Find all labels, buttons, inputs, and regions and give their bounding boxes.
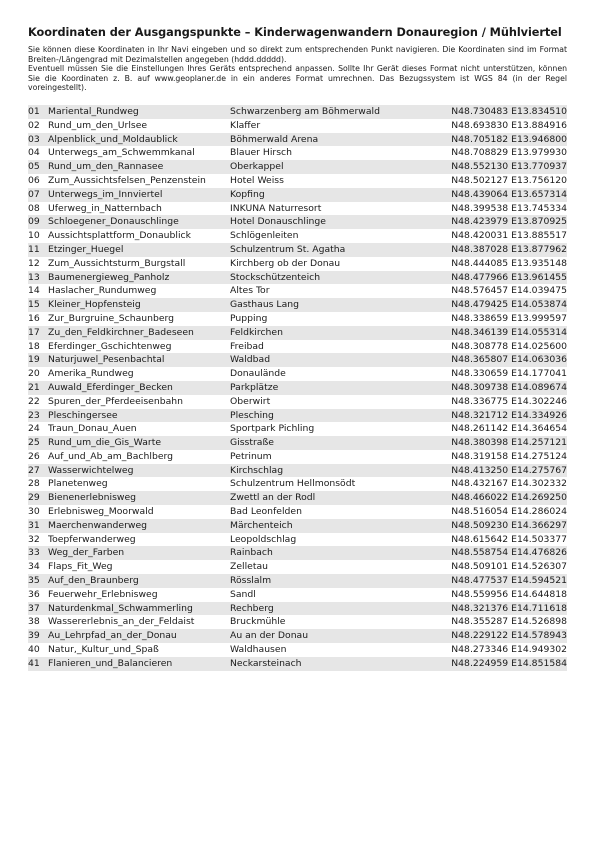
route-number-cell: 29 [28, 491, 48, 505]
route-name-cell: Rund_um_den_Rannasee [48, 160, 230, 174]
route-name-cell: Zur_Burgruine_Schaunberg [48, 312, 175, 324]
start-point-cell: Petrinum [230, 450, 272, 462]
start-point-cell: Gasthaus Lang [230, 298, 442, 312]
page-title: Koordinaten der Ausgangspunkte – Kinderwagenwandern Donauregion / Mühlviertel [28, 26, 562, 39]
coordinates-cell: N48.387028 E13.877962 [442, 243, 567, 257]
table-row [28, 409, 567, 423]
route-number-cell: 35 [28, 574, 48, 588]
route-name-cell: Zum_Aussichtsturm_Burgstall [48, 257, 186, 269]
table-row [28, 257, 567, 271]
start-point-cell: Rechberg [230, 602, 442, 616]
start-point-cell: Schlögenleiten [230, 230, 299, 242]
route-name-cell: Rund_um_die_Gis_Warte [48, 436, 230, 450]
route-name-cell: Feuerwehr_Erlebnisweg [48, 588, 158, 600]
start-point-cell: Waldhausen [230, 644, 287, 656]
coordinates-cell: N48.509230 E14.366297 [442, 519, 567, 533]
coordinates-cell: N48.308778 E14.025600 [451, 340, 567, 352]
route-name-cell: Etzinger_Huegel [48, 243, 230, 257]
route-name-cell: Mariental_Rundweg [48, 105, 230, 119]
route-number-cell: 32 [28, 533, 40, 545]
start-point-cell: Zwettl an der Rodl [230, 491, 442, 505]
route-name-cell: Flanieren_und_Balancieren [48, 657, 230, 671]
table-row [28, 450, 567, 464]
table-row [28, 615, 567, 629]
coordinates-cell: N48.479425 E14.053874 [442, 298, 567, 312]
route-name-cell: Baumenergieweg_Panholz [48, 271, 230, 285]
intro-paragraph-2: Eventuell müssen Sie die Einstellungen Ihres Geräts entsprechend anpassen. Sollte Ihr Gerät dieses Format nicht unterstützen, können Sie die Koordinaten z. B. auf www.geoplaner.de in ein anderes Format umrechnen. Das Bezugssystem ist WGS 84 (in der Regel voreingestellt). [28, 64, 567, 93]
route-name-cell: Au_Lehrpfad_an_der_Donau [48, 629, 230, 643]
intro-text [28, 45, 567, 93]
coordinates-cell: N48.413250 E14.275767 [442, 464, 567, 478]
route-name-cell: Uferweg_in_Natternbach [48, 202, 162, 214]
table-row [28, 477, 567, 491]
start-point-cell: Kopfing [230, 188, 442, 202]
start-point-cell: Bad Leonfelden [230, 506, 302, 518]
table-row [28, 326, 567, 340]
start-point-cell: Parkplätze [230, 381, 442, 395]
start-point-cell: Oberwirt [230, 395, 271, 407]
table-row [28, 215, 567, 229]
route-number-cell: 27 [28, 464, 48, 478]
coordinates-cell: N48.309738 E14.089674 [442, 381, 567, 395]
table-row [28, 133, 567, 147]
start-point-cell: Waldbad [230, 353, 442, 367]
route-name-cell: Zu_den_Feldkirchner_Badeseen [48, 326, 230, 340]
route-number-cell: 26 [28, 450, 40, 462]
route-name-cell: Natur,_Kultur_und_Spaß [48, 644, 159, 656]
coordinates-cell: N48.576457 E14.039475 [451, 285, 567, 297]
route-number-cell: 22 [28, 395, 40, 407]
route-number-cell: 11 [28, 243, 48, 257]
route-number-cell: 21 [28, 381, 48, 395]
start-point-cell: Klaffer [230, 119, 261, 131]
table-row [28, 395, 567, 409]
table-row [28, 312, 567, 326]
table-row [28, 160, 567, 174]
start-point-cell: Donaulände [230, 368, 286, 380]
route-number-cell: 09 [28, 215, 48, 229]
start-point-cell: Böhmerwald Arena [230, 133, 442, 147]
table-row [28, 643, 567, 657]
route-number-cell: 05 [28, 160, 48, 174]
start-point-cell: Sandl [230, 588, 256, 600]
coordinates-cell: N48.338659 E13.999597 [451, 312, 567, 324]
table-row [28, 657, 567, 671]
route-number-cell: 23 [28, 409, 48, 423]
start-point-cell: Blauer Hirsch [230, 147, 292, 159]
table-row [28, 105, 567, 119]
table-row [28, 353, 567, 367]
start-point-cell: Bruckmühle [230, 616, 286, 628]
table-row [28, 243, 567, 257]
route-name-cell: Auf_den_Braunberg [48, 574, 230, 588]
coordinates-cell: N48.321712 E14.334926 [442, 409, 567, 423]
route-number-cell: 13 [28, 271, 48, 285]
route-name-cell: Weg_der_Farben [48, 546, 230, 560]
route-name-cell: Pleschingersee [48, 409, 230, 423]
table-row [28, 464, 567, 478]
intro-paragraph-1: Sie können diese Koordinaten in Ihr Navi eingeben und so direkt zum entsprechenden Punkt navigieren. Die Koordinaten sind im Format Breiten-/Längengrad mit Dezimalstellen angegeben (hddd.ddddd). [28, 45, 567, 64]
table-row [28, 436, 567, 450]
route-number-cell: 19 [28, 353, 48, 367]
route-number-cell: 37 [28, 602, 48, 616]
table-row [28, 574, 567, 588]
start-point-cell: Schulzentrum Hellmonsödt [230, 478, 356, 490]
table-row [28, 340, 567, 354]
coordinates-cell: N48.466022 E14.269250 [442, 491, 567, 505]
table-row [28, 422, 567, 436]
coordinates-cell: N48.380398 E14.257121 [442, 436, 567, 450]
start-point-cell: Zelletau [230, 561, 269, 573]
route-number-cell: 41 [28, 657, 48, 671]
route-name-cell: Auwald_Eferdinger_Becken [48, 381, 230, 395]
route-number-cell: 10 [28, 230, 40, 242]
route-number-cell: 30 [28, 506, 40, 518]
route-name-cell: Traun_Donau_Auen [48, 423, 137, 435]
start-point-cell: Schwarzenberg am Böhmerwald [230, 105, 442, 119]
start-point-cell: Stockschützenteich [230, 271, 442, 285]
route-name-cell: Naturdenkmal_Schwammerling [48, 602, 230, 616]
coordinates-cell: N48.439064 E13.657314 [442, 188, 567, 202]
coordinates-cell: N48.321376 E14.711618 [442, 602, 567, 616]
coordinates-cell: N48.730483 E13.834510 [442, 105, 567, 119]
start-point-cell: Feldkirchen [230, 326, 442, 340]
route-name-cell: Amerika_Rundweg [48, 368, 134, 380]
route-number-cell: 25 [28, 436, 48, 450]
route-name-cell: Alpenblick_und_Moldaublick [48, 133, 230, 147]
route-number-cell: 36 [28, 588, 40, 600]
start-point-cell: Pupping [230, 312, 268, 324]
route-name-cell: Zum_Aussichtsfelsen_Penzenstein [48, 174, 206, 186]
start-point-cell: Rainbach [230, 546, 442, 560]
route-number-cell: 02 [28, 119, 40, 131]
table-row [28, 367, 567, 381]
table-row [28, 560, 567, 574]
coordinates-cell: N48.261142 E14.364654 [451, 423, 567, 435]
coordinates-cell: N48.355287 E14.526898 [451, 616, 567, 628]
coordinates-cell: N48.273346 E14.949302 [451, 644, 567, 656]
route-name-cell: Schloegener_Donauschlinge [48, 215, 230, 229]
start-point-cell: Rösslalm [230, 574, 442, 588]
table-row [28, 271, 567, 285]
coordinates-cell: N48.516054 E14.286024 [451, 506, 567, 518]
coordinates-cell: N48.420031 E13.885517 [451, 230, 567, 242]
coordinates-cell: N48.559956 E14.644818 [451, 588, 567, 600]
coordinates-cell: N48.229122 E14.578943 [442, 629, 567, 643]
table-row [28, 119, 567, 133]
coordinates-cell: N48.615642 E14.503377 [451, 533, 567, 545]
route-number-cell: 18 [28, 340, 40, 352]
start-point-cell: Hotel Weiss [230, 174, 284, 186]
coordinates-cell: N48.509101 E14.526307 [451, 561, 567, 573]
route-name-cell: Rund_um_den_Urlsee [48, 119, 148, 131]
start-point-cell: Märchenteich [230, 519, 442, 533]
table-row [28, 381, 567, 395]
route-number-cell: 39 [28, 629, 48, 643]
table-row [28, 519, 567, 533]
route-number-cell: 04 [28, 147, 40, 159]
coordinates-cell: N48.708829 E13.979930 [451, 147, 567, 159]
start-point-cell: INKUNA Naturresort [230, 202, 322, 214]
coordinates-cell: N48.705182 E13.946800 [442, 133, 567, 147]
route-number-cell: 31 [28, 519, 48, 533]
route-number-cell: 01 [28, 105, 48, 119]
coordinates-cell: N48.224959 E14.851584 [442, 657, 567, 671]
route-name-cell: Auf_und_Ab_am_Bachlberg [48, 450, 174, 462]
coordinates-cell: N48.319158 E14.275124 [451, 450, 567, 462]
start-point-cell: Hotel Donauschlinge [230, 215, 442, 229]
route-name-cell: Aussichtsplattform_Donaublick [48, 230, 191, 242]
start-point-cell: Au an der Donau [230, 629, 442, 643]
coordinates-cell: N48.399538 E13.745334 [451, 202, 567, 214]
coordinates-table [28, 105, 567, 671]
coordinates-cell: N48.477966 E13.961455 [442, 271, 567, 285]
route-name-cell: Toepferwanderweg [48, 533, 136, 545]
route-number-cell: 08 [28, 202, 40, 214]
start-point-cell: Kirchschlag [230, 464, 442, 478]
route-name-cell: Flaps_Fit_Weg [48, 561, 113, 573]
start-point-cell: Freibad [230, 340, 264, 352]
route-name-cell: Unterwegs_am_Schwemmkanal [48, 147, 195, 159]
coordinates-cell: N48.365807 E14.063036 [442, 353, 567, 367]
coordinates-cell: N48.336775 E14.302246 [451, 395, 567, 407]
start-point-cell: Oberkappel [230, 160, 442, 174]
table-row [28, 546, 567, 560]
coordinates-cell: N48.477537 E14.594521 [442, 574, 567, 588]
start-point-cell: Plesching [230, 409, 442, 423]
route-name-cell: Erlebnisweg_Moorwald [48, 506, 154, 518]
coordinates-cell: N48.693830 E13.884916 [451, 119, 567, 131]
route-number-cell: 34 [28, 561, 40, 573]
start-point-cell: Neckarsteinach [230, 657, 442, 671]
route-number-cell: 40 [28, 644, 40, 656]
table-row [28, 298, 567, 312]
route-number-cell: 24 [28, 423, 40, 435]
route-number-cell: 12 [28, 257, 40, 269]
start-point-cell: Altes Tor [230, 285, 270, 297]
route-number-cell: 17 [28, 326, 48, 340]
coordinates-cell: N48.346139 E14.055314 [442, 326, 567, 340]
start-point-cell: Gisstraße [230, 436, 442, 450]
table-row [28, 602, 567, 616]
route-number-cell: 06 [28, 174, 40, 186]
start-point-cell: Sportpark Pichling [230, 423, 315, 435]
route-name-cell: Spuren_der_Pferdeeisenbahn [48, 395, 184, 407]
table-row [28, 588, 567, 602]
route-number-cell: 33 [28, 546, 48, 560]
start-point-cell: Kirchberg ob der Donau [230, 257, 341, 269]
route-number-cell: 20 [28, 368, 40, 380]
coordinates-cell: N48.502127 E13.756120 [451, 174, 567, 186]
table-row [28, 188, 567, 202]
table-row [28, 491, 567, 505]
route-number-cell: 14 [28, 285, 40, 297]
route-name-cell: Kleiner_Hopfensteig [48, 298, 230, 312]
table-row [28, 202, 567, 216]
route-name-cell: Planetenweg [48, 478, 108, 490]
route-name-cell: Naturjuwel_Pesenbachtal [48, 353, 230, 367]
route-number-cell: 28 [28, 478, 40, 490]
table-row [28, 284, 567, 298]
route-name-cell: Wasserwichtelweg [48, 464, 230, 478]
route-name-cell: Wassererlebnis_an_der_Feldaist [48, 616, 195, 628]
route-name-cell: Eferdinger_Gschichtenweg [48, 340, 172, 352]
coordinates-cell: N48.330659 E14.177041 [451, 368, 567, 380]
coordinates-cell: N48.552130 E13.770937 [442, 160, 567, 174]
route-name-cell: Unterwegs_im_Innviertel [48, 188, 230, 202]
route-number-cell: 03 [28, 133, 48, 147]
coordinates-cell: N48.558754 E14.476826 [442, 546, 567, 560]
route-name-cell: Maerchenwanderweg [48, 519, 230, 533]
table-row [28, 505, 567, 519]
route-name-cell: Bienenerlebnisweg [48, 491, 230, 505]
table-row [28, 229, 567, 243]
route-number-cell: 15 [28, 298, 48, 312]
coordinates-cell: N48.432167 E14.302332 [451, 478, 567, 490]
route-name-cell: Haslacher_Rundumweg [48, 285, 157, 297]
route-number-cell: 07 [28, 188, 48, 202]
coordinates-table-body [28, 105, 567, 671]
start-point-cell: Leopoldschlag [230, 533, 297, 545]
route-number-cell: 38 [28, 616, 40, 628]
start-point-cell: Schulzentrum St. Agatha [230, 243, 442, 257]
coordinates-cell: N48.444085 E13.935148 [451, 257, 567, 269]
table-row [28, 174, 567, 188]
table-row [28, 629, 567, 643]
route-number-cell: 16 [28, 312, 40, 324]
table-row [28, 533, 567, 547]
table-row [28, 146, 567, 160]
coordinates-cell: N48.423979 E13.870925 [442, 215, 567, 229]
